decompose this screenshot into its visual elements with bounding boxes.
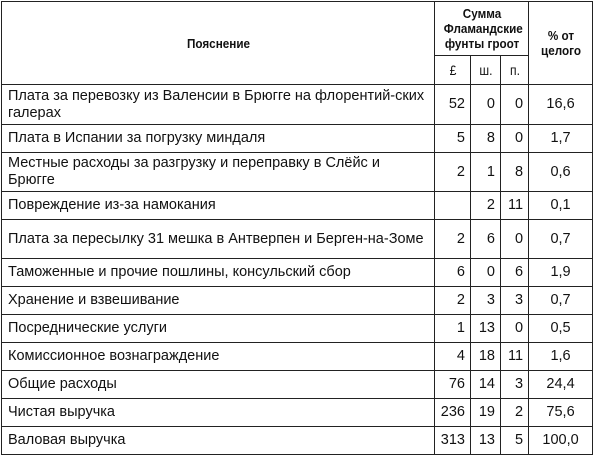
expense-table-container <box>1 1 593 455</box>
row-pound: 1 <box>435 315 471 343</box>
header-shilling: ш. <box>472 56 499 85</box>
row-penny: 3 <box>501 287 529 315</box>
row-percent: 0,5 <box>529 315 593 343</box>
row-pound: 76 <box>435 371 471 399</box>
row-penny: 11 <box>501 192 529 220</box>
row-penny: 2 <box>501 399 529 427</box>
table-row <box>2 399 593 427</box>
header-penny: п. <box>502 56 527 85</box>
table-row <box>2 85 593 125</box>
row-pound: 2 <box>435 153 471 192</box>
row-pound: 6 <box>435 259 471 287</box>
row-penny: 5 <box>501 427 529 455</box>
table-row <box>2 192 593 220</box>
row-penny: 6 <box>501 259 529 287</box>
row-penny: 8 <box>501 153 529 192</box>
row-percent: 16,6 <box>529 85 593 125</box>
table-row <box>2 315 593 343</box>
row-shilling: 1 <box>471 153 501 192</box>
row-description: Плата за перевозку из Валенсии в Брюгге на флорентий-ских галерах <box>2 85 435 125</box>
row-pound: 2 <box>435 220 471 259</box>
header-pound: £ <box>436 56 468 85</box>
header-sum-group: Сумма Фламандские фунты гроот <box>439 2 524 56</box>
row-pound: 2 <box>435 287 471 315</box>
row-description: Чистая выручка <box>2 399 435 427</box>
row-percent: 0,7 <box>529 287 593 315</box>
table-row <box>2 427 593 455</box>
row-percent: 0,7 <box>529 220 593 259</box>
row-shilling: 19 <box>471 399 501 427</box>
row-percent: 100,0 <box>529 427 593 455</box>
row-pound: 52 <box>435 85 471 125</box>
row-description: Валовая выручка <box>2 427 435 455</box>
row-penny: 11 <box>501 343 529 371</box>
table-row <box>2 287 593 315</box>
row-percent: 75,6 <box>529 399 593 427</box>
table-row <box>2 371 593 399</box>
header-description: Пояснение <box>23 2 413 85</box>
table-row <box>2 259 593 287</box>
row-shilling: 0 <box>471 259 501 287</box>
row-penny: 0 <box>501 125 529 153</box>
row-penny: 0 <box>501 315 529 343</box>
table-row <box>2 220 593 259</box>
row-pound <box>435 192 471 220</box>
row-pound: 313 <box>435 427 471 455</box>
expense-table <box>1 1 593 455</box>
row-pound: 4 <box>435 343 471 371</box>
row-description: Комиссионное вознаграждение <box>2 343 435 371</box>
row-pound: 236 <box>435 399 471 427</box>
row-description: Плата в Испании за погрузку миндаля <box>2 125 435 153</box>
row-percent: 0,6 <box>529 153 593 192</box>
row-shilling: 14 <box>471 371 501 399</box>
header-percent: % от целого <box>532 2 590 85</box>
row-shilling: 2 <box>471 192 501 220</box>
row-shilling: 8 <box>471 125 501 153</box>
row-description: Хранение и взвешивание <box>2 287 435 315</box>
row-shilling: 6 <box>471 220 501 259</box>
table-row <box>2 125 593 153</box>
row-percent: 1,6 <box>529 343 593 371</box>
row-percent: 1,7 <box>529 125 593 153</box>
row-pound: 5 <box>435 125 471 153</box>
row-shilling: 13 <box>471 315 501 343</box>
row-penny: 0 <box>501 220 529 259</box>
table-row <box>2 343 593 371</box>
row-shilling: 3 <box>471 287 501 315</box>
row-shilling: 18 <box>471 343 501 371</box>
row-percent: 24,4 <box>529 371 593 399</box>
row-penny: 3 <box>501 371 529 399</box>
row-penny: 0 <box>501 85 529 125</box>
row-percent: 0,1 <box>529 192 593 220</box>
row-description: Общие расходы <box>2 371 435 399</box>
table-row <box>2 153 593 192</box>
row-description: Таможенные и прочие пошлины, консульский сбор <box>2 259 435 287</box>
row-description: Повреждение из-за намокания <box>2 192 435 220</box>
row-percent: 1,9 <box>529 259 593 287</box>
row-description: Местные расходы за разгрузку и переправку в Слёйс и Брюгге <box>2 153 435 192</box>
row-description: Плата за пересылку 31 мешка в Антверпен и Берген-на-Зоме <box>2 220 435 259</box>
row-shilling: 13 <box>471 427 501 455</box>
row-shilling: 0 <box>471 85 501 125</box>
row-description: Посреднические услуги <box>2 315 435 343</box>
